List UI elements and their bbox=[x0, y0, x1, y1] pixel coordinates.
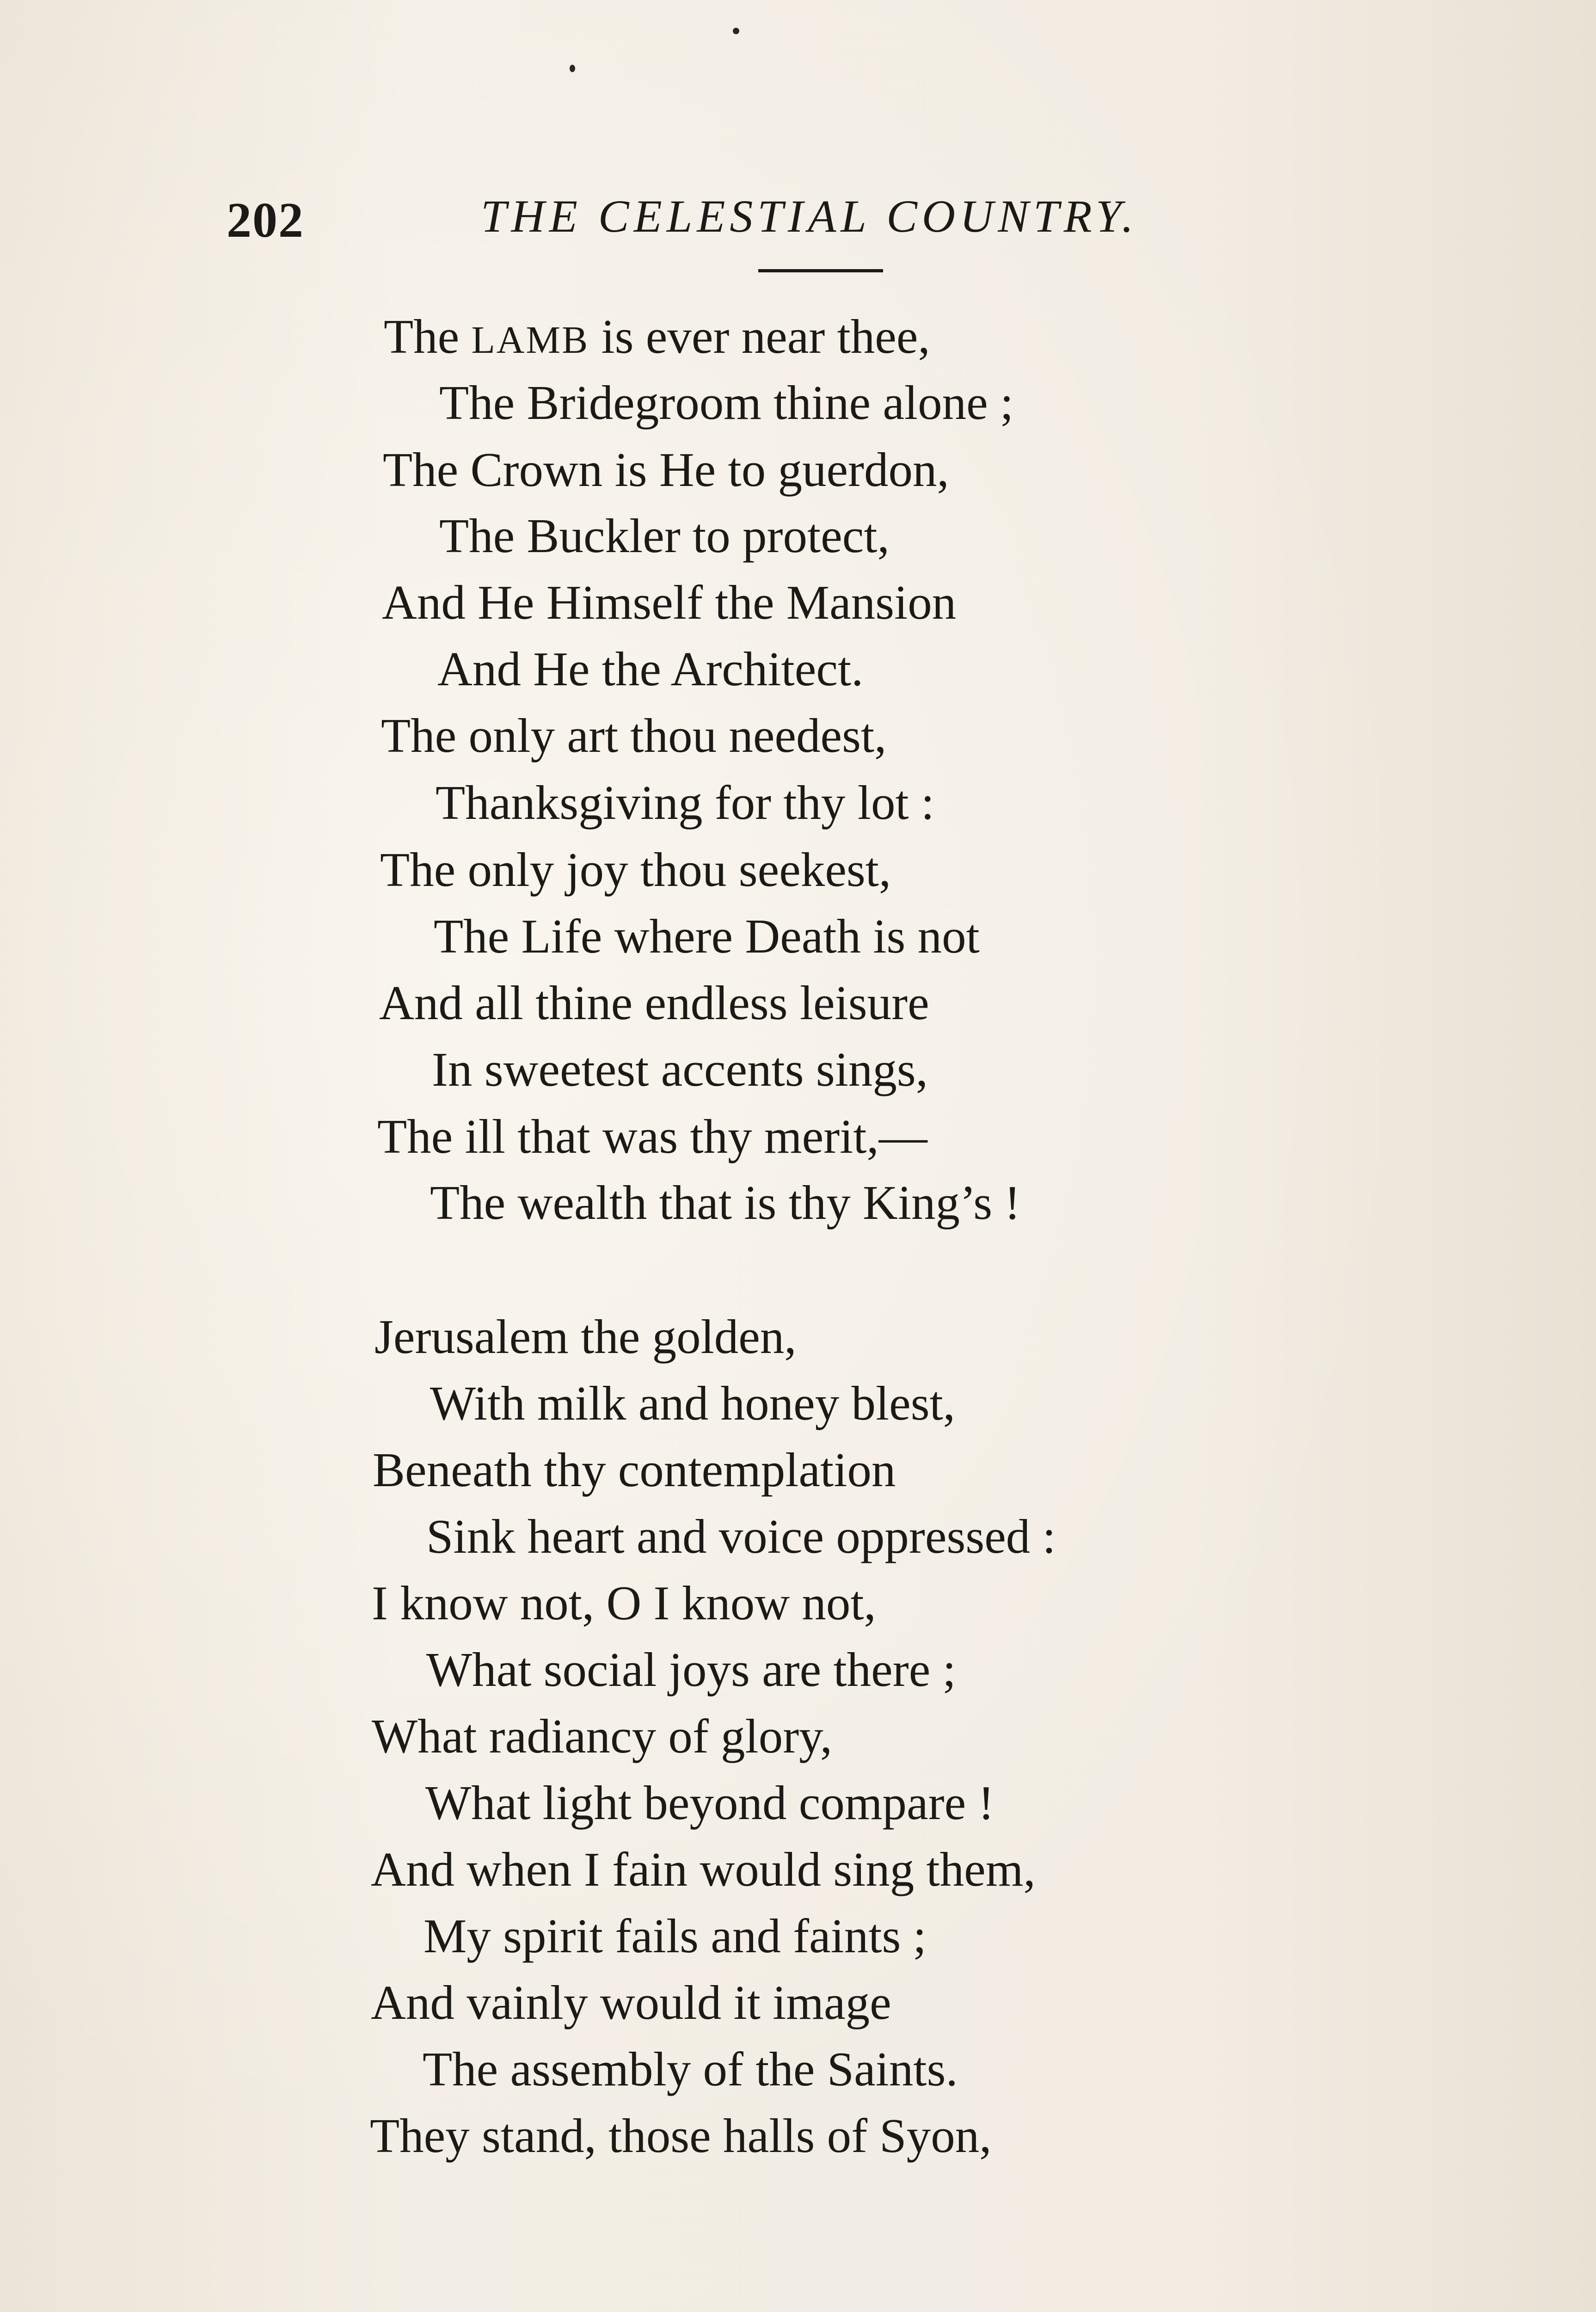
verse-line: And He the Architect. bbox=[437, 642, 864, 696]
verse-line: The wealth that is thy King’s ! bbox=[430, 1175, 1021, 1230]
verse-line: With milk and honey blest, bbox=[430, 1376, 956, 1430]
verse-line: The Crown is He to guerdon, bbox=[383, 443, 949, 497]
ink-speck bbox=[570, 65, 575, 72]
verse-line: Sink heart and voice oppressed : bbox=[426, 1509, 1056, 1563]
verse-line: The only joy thou seekest, bbox=[380, 842, 891, 897]
verse-line: The assembly of the Saints. bbox=[423, 2042, 958, 2096]
ink-speck bbox=[733, 28, 739, 34]
verse-line: My spirit fails and faints ; bbox=[424, 1909, 927, 1963]
verse-line: Beneath thy contemplation bbox=[373, 1443, 896, 1497]
verse-line: Jerusalem the golden, bbox=[374, 1310, 797, 1364]
verse-line: The Life where Death is not bbox=[434, 909, 980, 963]
verse-line: They stand, those halls of Syon, bbox=[370, 2109, 992, 2163]
verse-line: Thanksgiving for thy lot : bbox=[436, 775, 935, 830]
verse-text: is ever near thee, bbox=[589, 309, 930, 363]
verse-line: The Bridegroom thine alone ; bbox=[439, 375, 1014, 430]
verse-line: What radiancy of glory, bbox=[372, 1709, 833, 1763]
small-caps-word: LAMB bbox=[471, 319, 589, 362]
verse-line: And when I fain would sing them, bbox=[371, 1842, 1036, 1896]
verse-line: What light beyond compare ! bbox=[425, 1776, 994, 1830]
verse-line bbox=[384, 309, 930, 363]
verse-line: The ill that was thy merit,— bbox=[377, 1109, 927, 1163]
verse-line: What social joys are there ; bbox=[426, 1642, 956, 1697]
verse-line: And all thine endless leisure bbox=[379, 976, 929, 1030]
verse-line: The Buckler to protect, bbox=[439, 509, 890, 563]
verse-line: In sweetest accents sings, bbox=[432, 1042, 928, 1096]
page-number: 202 bbox=[227, 193, 304, 248]
verse-line: And vainly would it image bbox=[371, 1975, 891, 2029]
verse-line: I know not, O I know not, bbox=[372, 1576, 876, 1630]
verse-line: And He Himself the Mansion bbox=[382, 575, 957, 629]
verse-text: The bbox=[384, 309, 472, 363]
title-rule bbox=[758, 269, 883, 272]
verse-line: The only art thou needest, bbox=[381, 708, 887, 762]
running-title: THE CELESTIAL COUNTRY. bbox=[481, 191, 1138, 242]
